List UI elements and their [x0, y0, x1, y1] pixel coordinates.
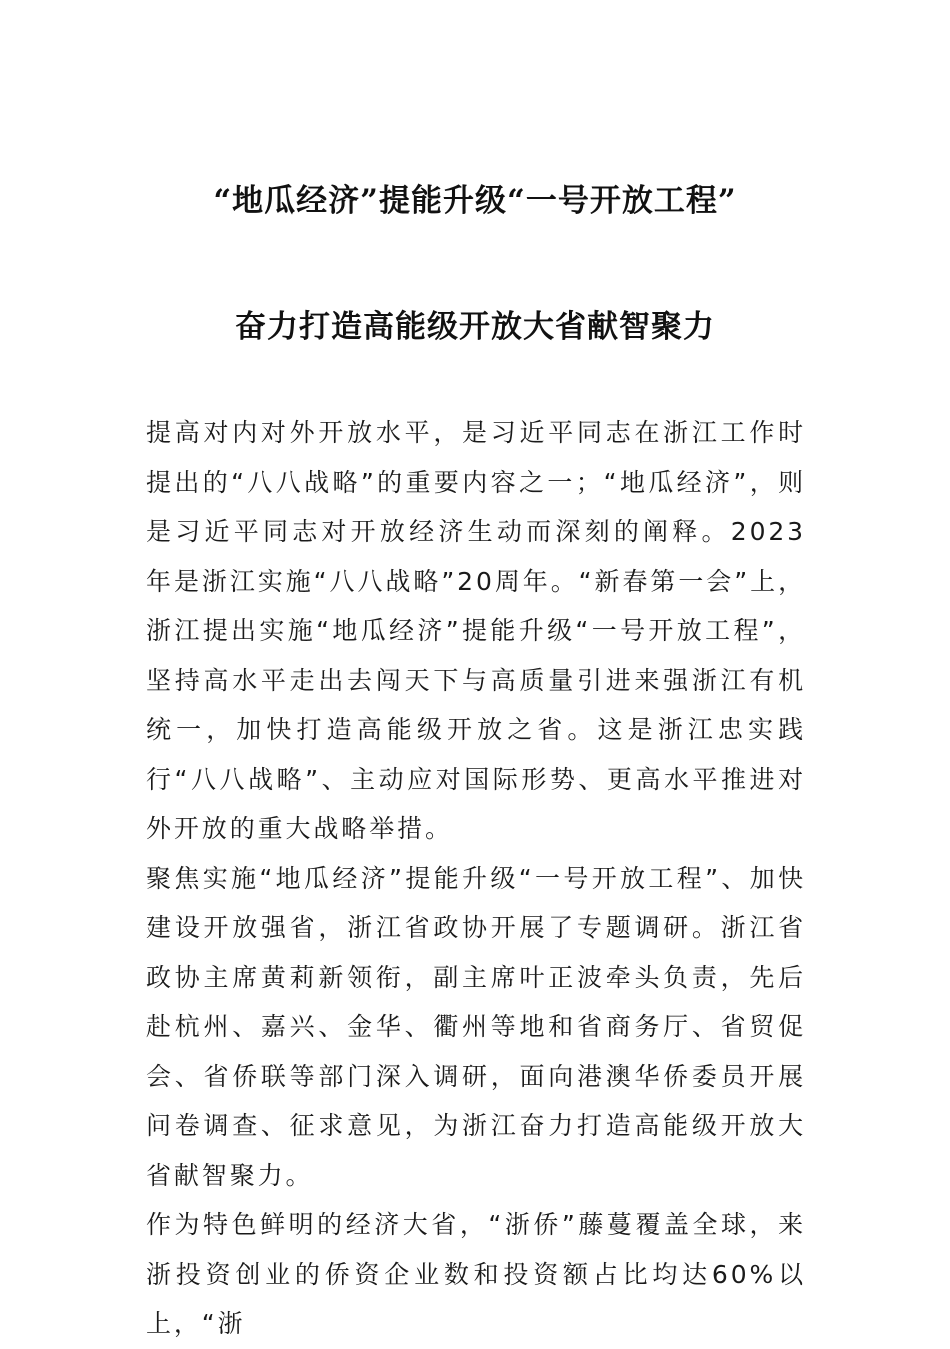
document-title-line-1: “地瓜经济”提能升级“一号开放工程” [213, 182, 737, 219]
paragraph: 提高对内对外开放水平，是习近平同志在浙江工作时提出的“八八战略”的重要内容之一；“地瓜经济”，则是习近平同志对开放经济生动而深刻的阐释。2023年是浙江实施“八八战略”20周年。“新春第一会”上，浙江提出实施“地瓜经济”提能升级“一号开放工程”，坚持高水平走出去闯天下与高质量引进来强浙江有机统一，加快打造高能级开放之省。这是浙江忠实践行“八八战略”、主动应对国际形势、更高水平推进对外开放的重大战略举措。 [146, 418, 806, 843]
document-title-line-2: 奋力打造高能级开放大省献智聚力 [235, 308, 715, 345]
paragraph: 聚焦实施“地瓜经济”提能升级“一号开放工程”、加快建设开放强省，浙江省政协开展了专题调研。浙江省政协主席黄莉新领衔，副主席叶正波牵头负责，先后赴杭州、嘉兴、金华、衢州等地和省商务厅、省贸促会、省侨联等部门深入调研，面向港澳华侨委员开展问卷调查、征求意见，为浙江奋力打造高能级开放大省献智聚力。 [146, 863, 806, 1190]
paragraph: 作为特色鲜明的经济大省，“浙侨”藤蔓覆盖全球，来浙投资创业的侨资企业数和投资额占比均达60%以上，“浙 [146, 1210, 806, 1338]
document-body [146, 408, 806, 1349]
